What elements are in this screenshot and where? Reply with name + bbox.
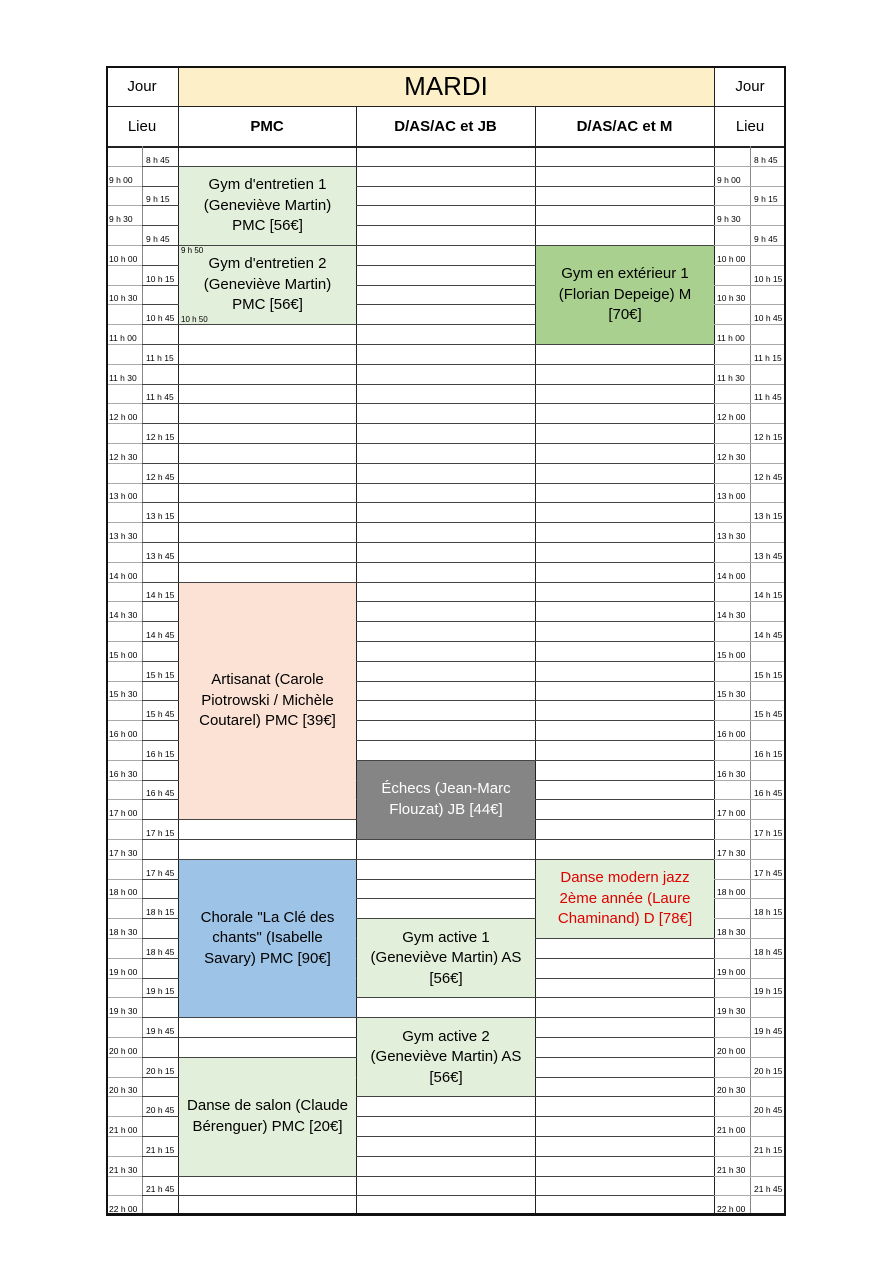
- danse-de-salon: [179, 1058, 356, 1176]
- chorale-text: Chorale "La Clé des chants" (Isabelle Savary) PMC [90€]: [200, 908, 335, 967]
- time-label-left: 21 h 00: [109, 1125, 138, 1135]
- row-line-time-left: [106, 443, 142, 444]
- time-label-right: 20 h 45: [754, 1105, 783, 1116]
- time-label-left: 12 h 00: [109, 412, 138, 423]
- row-line-time-right: [714, 621, 786, 622]
- row-line-time-right: [714, 265, 786, 266]
- time-label-left: 13 h 15: [146, 511, 175, 522]
- row-line-time-left: [106, 1116, 142, 1117]
- row-line-time-right: [714, 720, 786, 721]
- time-label-left: 10 h 30: [109, 293, 138, 304]
- time-label-left: 15 h 45: [146, 709, 175, 720]
- time-label-left: 10 h 15: [146, 273, 175, 284]
- row-line-time-left: [106, 1195, 142, 1196]
- row-line-time-left: [106, 384, 142, 385]
- time-label-left: 17 h 15: [146, 828, 175, 838]
- danse-modern-jazz-text: Danse modern jazz 2ème année (Laure Chaminand) D [78€]: [557, 869, 693, 928]
- row-line-time-right: [714, 780, 786, 781]
- time-label-right: 11 h 15: [754, 352, 782, 363]
- time-label-left: 12 h 15: [146, 432, 175, 442]
- time-label-right: 12 h 15: [754, 432, 783, 442]
- row-line-time-left: [106, 403, 142, 404]
- time-label-left: 9 h 30: [109, 214, 133, 225]
- row-line-time-left: [106, 205, 142, 206]
- row-line-time-right: [714, 1096, 786, 1097]
- time-label-left: 14 h 30: [109, 610, 138, 621]
- time-label-left: 18 h 00: [109, 887, 138, 898]
- time-label-left: 12 h 45: [146, 471, 175, 482]
- time-label-left: 11 h 00: [109, 333, 137, 343]
- row-line-time-left: [106, 1037, 142, 1038]
- row-line-time-left: [106, 1176, 142, 1177]
- time-label-left: 20 h 45: [146, 1105, 175, 1116]
- row-line-time-left: [106, 621, 142, 622]
- row-line-time-left: [106, 344, 142, 345]
- time-label-right: 13 h 00: [717, 491, 746, 502]
- danse-de-salon-text: Danse de salon (Claude Bérenguer) PMC [20€]: [187, 1097, 348, 1135]
- row-line-time-left: [106, 720, 142, 721]
- row-line-time-left: [106, 661, 142, 662]
- time-label-right: 10 h 00: [717, 253, 746, 264]
- row-line-time-right: [714, 839, 786, 840]
- gym-entretien-2: [179, 246, 356, 324]
- row-line-time-right: [714, 423, 786, 424]
- row-line-time-right: [714, 700, 786, 701]
- time-label-right: 13 h 30: [717, 531, 746, 541]
- time-label-right: 19 h 00: [717, 966, 746, 977]
- row-line-time-right: [714, 344, 786, 345]
- row-line-time-left: [106, 1017, 142, 1018]
- row-line-time-right: [714, 879, 786, 880]
- time-label-left: 21 h 15: [146, 1144, 175, 1155]
- row-line-time-right: [714, 225, 786, 226]
- row-line-time-left: [106, 245, 142, 246]
- time-label-left: 18 h 30: [109, 927, 138, 937]
- row-line-time-left: [106, 225, 142, 226]
- time-label-left: 9 h 00: [109, 174, 133, 185]
- row-line-time-right: [714, 582, 786, 583]
- row-line-time-right: [714, 384, 786, 385]
- row-line-time-right: [714, 186, 786, 187]
- time-label-left: 15 h 15: [146, 669, 175, 680]
- grid-bottom-line: [106, 1213, 786, 1215]
- row-line-time-right: [714, 403, 786, 404]
- time-label-left: 19 h 30: [109, 1006, 138, 1017]
- row-line-time-left: [106, 938, 142, 939]
- gym-exterieur-1-text: Gym en extérieur 1 (Florian Depeige) M [70€]: [558, 265, 692, 324]
- time-label-right: 19 h 45: [754, 1026, 783, 1036]
- time-label-right: 19 h 15: [754, 986, 783, 997]
- time-label-right: 17 h 15: [754, 828, 783, 838]
- time-label-right: 21 h 00: [717, 1125, 746, 1135]
- time-label-left: 18 h 15: [146, 907, 175, 918]
- time-label-left: 12 h 30: [109, 451, 138, 462]
- time-label-left: 14 h 15: [146, 590, 175, 601]
- time-label-left: 18 h 45: [146, 946, 175, 957]
- row-line-time-right: [714, 1156, 786, 1157]
- row-line-time-right: [714, 542, 786, 543]
- row-line: [142, 502, 714, 503]
- row-line-time-left: [106, 601, 142, 602]
- venue-d-as-ac-jb: D/AS/AC et JB: [394, 117, 497, 135]
- chorale: [179, 860, 356, 1017]
- row-line-time-right: [714, 245, 786, 246]
- time-label-right: 18 h 00: [717, 887, 746, 898]
- row-line-time-right: [714, 166, 786, 167]
- time-label-right: 9 h 45: [754, 234, 778, 244]
- row-line-time-left: [106, 1077, 142, 1078]
- row-line-time-left: [106, 423, 142, 424]
- row-line-time-left: [106, 740, 142, 741]
- row-line-time-left: [106, 542, 142, 543]
- day-title: MARDI: [178, 66, 714, 106]
- row-line-time-left: [106, 859, 142, 860]
- time-label-left: 11 h 15: [146, 352, 174, 363]
- row-line-time-left: [106, 700, 142, 701]
- gym-active-1: [357, 919, 535, 997]
- row-line-time-left: [106, 1057, 142, 1058]
- time-label-left: 11 h 45: [146, 392, 174, 403]
- row-line-time-left: [106, 1096, 142, 1097]
- time-label-left: 20 h 30: [109, 1085, 138, 1096]
- jour-label-right: Jour: [735, 77, 765, 95]
- row-line-time-right: [714, 938, 786, 939]
- row-line-time-left: [106, 819, 142, 820]
- gym-exterieur-1: [536, 246, 714, 344]
- time-label-right: 17 h 45: [754, 867, 783, 878]
- time-label-right: 9 h 00: [717, 174, 741, 185]
- row-line-time-right: [714, 978, 786, 979]
- gym-active-2: [357, 1018, 535, 1096]
- row-line-time-right: [714, 1136, 786, 1137]
- time-label-right: 8 h 45: [754, 154, 778, 165]
- time-label-right: 20 h 30: [717, 1085, 746, 1096]
- time-label-left: 16 h 45: [146, 788, 175, 799]
- time-label-left: 15 h 30: [109, 689, 138, 700]
- time-label-left: 8 h 45: [146, 154, 170, 165]
- time-label-left: 9 h 15: [146, 194, 170, 205]
- row-line-time-right: [714, 205, 786, 206]
- row-line-time-left: [106, 681, 142, 682]
- row-line-time-left: [106, 324, 142, 325]
- time-label-right: 13 h 45: [754, 550, 783, 561]
- time-label-right: 20 h 15: [754, 1065, 783, 1076]
- time-label-right: 11 h 45: [754, 392, 782, 403]
- row-line-time-left: [106, 483, 142, 484]
- time-label-right: 9 h 15: [754, 194, 778, 205]
- row-line-time-right: [714, 324, 786, 325]
- row-line-time-left: [106, 562, 142, 563]
- time-label-left: 16 h 15: [146, 748, 175, 759]
- row-line-time-right: [714, 1116, 786, 1117]
- venue-pmc: PMC: [250, 117, 284, 135]
- time-label-left: 17 h 45: [146, 867, 175, 878]
- time-label-left: 13 h 00: [109, 491, 138, 502]
- time-label-right: 21 h 30: [717, 1164, 746, 1175]
- row-line-time-right: [714, 443, 786, 444]
- row-line: [142, 423, 714, 424]
- time-label-left: 16 h 30: [109, 768, 138, 779]
- row-line-time-right: [714, 304, 786, 305]
- time-label-right: 9 h 30: [717, 214, 741, 225]
- time-label-left: 19 h 15: [146, 986, 175, 997]
- time-label-left: 10 h 00: [109, 253, 138, 264]
- row-line-time-left: [106, 1136, 142, 1137]
- row-line: [142, 364, 714, 365]
- gym-active-2-text: Gym active 2 (Geneviève Martin) AS [56€]: [370, 1027, 522, 1086]
- note-9h50: 9 h 50: [181, 245, 204, 255]
- row-line: [142, 522, 714, 523]
- time-label-left: 13 h 45: [146, 550, 175, 561]
- row-line-time-left: [106, 463, 142, 464]
- row-line-time-right: [714, 1037, 786, 1038]
- row-line: [142, 463, 714, 464]
- time-label-right: 13 h 15: [754, 511, 783, 522]
- row-line: [142, 384, 714, 385]
- row-line-time-right: [714, 997, 786, 998]
- time-label-right: 21 h 15: [754, 1144, 783, 1155]
- gym-entretien-1: [179, 167, 356, 245]
- time-label-left: 10 h 45: [146, 313, 175, 324]
- venue-d-as-ac-m: D/AS/AC et M: [576, 117, 673, 135]
- row-line-time-left: [106, 502, 142, 503]
- time-label-left: 20 h 00: [109, 1045, 138, 1056]
- time-label-right: 12 h 45: [754, 471, 783, 482]
- time-label-left: 21 h 30: [109, 1164, 138, 1175]
- time-label-right: 16 h 15: [754, 748, 783, 759]
- lieu-label-left: Lieu: [127, 117, 157, 135]
- time-label-right: 10 h 45: [754, 313, 783, 324]
- time-label-right: 18 h 30: [717, 927, 746, 937]
- time-label-right: 16 h 00: [717, 729, 746, 739]
- time-label-right: 14 h 45: [754, 630, 783, 640]
- time-label-right: 12 h 30: [717, 451, 746, 462]
- time-label-right: 15 h 30: [717, 689, 746, 700]
- time-label-left: 13 h 30: [109, 531, 138, 541]
- row-line: [142, 1176, 714, 1177]
- row-line-time-left: [106, 760, 142, 761]
- row-line-time-right: [714, 285, 786, 286]
- time-label-right: 17 h 00: [717, 808, 746, 819]
- row-line: [142, 443, 714, 444]
- time-label-left: 16 h 00: [109, 729, 138, 739]
- row-line-time-left: [106, 780, 142, 781]
- artisanat-text: Artisanat (Carole Piotrowski / Michèle Coutarel) PMC [39€]: [199, 671, 336, 730]
- row-line-time-left: [106, 879, 142, 880]
- row-line-time-right: [714, 1176, 786, 1177]
- time-label-right: 11 h 30: [717, 372, 745, 383]
- row-line: [142, 403, 714, 404]
- time-label-right: 19 h 30: [717, 1006, 746, 1017]
- time-label-right: 10 h 30: [717, 293, 746, 304]
- row-line: [142, 1195, 714, 1196]
- row-line-time-right: [714, 562, 786, 563]
- time-label-right: 17 h 30: [717, 847, 746, 858]
- time-label-right: 18 h 45: [754, 946, 783, 957]
- artisanat: [179, 583, 356, 820]
- row-line-time-right: [714, 1195, 786, 1196]
- row-line-time-right: [714, 740, 786, 741]
- row-line-time-left: [106, 285, 142, 286]
- row-line-time-left: [106, 958, 142, 959]
- time-label-right: 15 h 45: [754, 709, 783, 720]
- row-line-time-left: [106, 839, 142, 840]
- echecs-text: Échecs (Jean-Marc Flouzat) JB [44€]: [381, 780, 511, 818]
- schedule-sheet: [106, 66, 786, 1216]
- jour-label-left: Jour: [127, 77, 157, 95]
- row-line-time-right: [714, 483, 786, 484]
- row-line-time-left: [106, 582, 142, 583]
- gym-active-1-text: Gym active 1 (Geneviève Martin) AS [56€]: [370, 928, 522, 987]
- time-label-right: 14 h 30: [717, 610, 746, 621]
- row-line-time-right: [714, 1017, 786, 1018]
- gym-entretien-1-text: Gym d'entretien 1 (Geneviève Martin) PMC [56€]: [203, 176, 332, 235]
- row-line-time-right: [714, 641, 786, 642]
- row-line: [142, 542, 714, 543]
- row-line-time-left: [106, 641, 142, 642]
- row-line-time-right: [714, 522, 786, 523]
- row-line-time-left: [106, 364, 142, 365]
- row-line-time-right: [714, 898, 786, 899]
- row-line-time-right: [714, 661, 786, 662]
- danse-modern-jazz: [536, 860, 714, 938]
- row-line-time-left: [106, 1156, 142, 1157]
- time-label-right: 10 h 15: [754, 273, 783, 284]
- header-divider: [106, 106, 786, 107]
- row-line-time-right: [714, 1077, 786, 1078]
- row-line-time-right: [714, 819, 786, 820]
- row-line-time-right: [714, 502, 786, 503]
- time-label-right: 18 h 15: [754, 907, 783, 918]
- row-line-time-right: [714, 463, 786, 464]
- row-line: [142, 839, 714, 840]
- row-line-time-right: [714, 681, 786, 682]
- row-line-time-left: [106, 304, 142, 305]
- time-label-right: 11 h 00: [717, 333, 745, 343]
- time-label-right: 21 h 45: [754, 1184, 783, 1195]
- time-label-right: 16 h 45: [754, 788, 783, 799]
- row-line-time-right: [714, 760, 786, 761]
- row-line-time-left: [106, 166, 142, 167]
- lieu-label-right: Lieu: [735, 117, 765, 135]
- time-label-left: 22 h 00: [109, 1204, 138, 1215]
- time-label-right: 14 h 15: [754, 590, 783, 601]
- header-bottom-line: [106, 146, 786, 148]
- time-label-right: 20 h 00: [717, 1045, 746, 1056]
- row-line-time-left: [106, 265, 142, 266]
- row-line-time-left: [106, 918, 142, 919]
- time-label-right: 22 h 00: [717, 1204, 746, 1215]
- time-label-left: 14 h 45: [146, 630, 175, 640]
- time-label-left: 17 h 00: [109, 808, 138, 819]
- row-line-time-right: [714, 601, 786, 602]
- row-line-time-right: [714, 799, 786, 800]
- time-label-right: 16 h 30: [717, 768, 746, 779]
- row-line-time-right: [714, 364, 786, 365]
- row-line-time-left: [106, 522, 142, 523]
- echecs: [357, 761, 535, 839]
- row-line: [142, 483, 714, 484]
- time-label-left: 9 h 45: [146, 234, 170, 244]
- row-line-time-right: [714, 958, 786, 959]
- row-line-time-left: [106, 898, 142, 899]
- gym-entretien-2-text: Gym d'entretien 2 (Geneviève Martin) PMC [56€]: [203, 255, 332, 314]
- note-10h50: 10 h 50: [181, 315, 208, 325]
- row-line-time-left: [106, 978, 142, 979]
- row-line: [142, 344, 714, 345]
- row-line-time-right: [714, 1057, 786, 1058]
- time-label-left: 14 h 00: [109, 570, 138, 581]
- time-label-right: 12 h 00: [717, 412, 746, 423]
- time-label-right: 15 h 15: [754, 669, 783, 680]
- row-line: [142, 562, 714, 563]
- row-line-time-left: [106, 997, 142, 998]
- row-line-time-right: [714, 918, 786, 919]
- row-line-time-left: [106, 186, 142, 187]
- time-label-left: 21 h 45: [146, 1184, 175, 1195]
- time-label-left: 20 h 15: [146, 1065, 175, 1076]
- row-line-time-left: [106, 799, 142, 800]
- time-label-right: 14 h 00: [717, 570, 746, 581]
- time-label-left: 19 h 45: [146, 1026, 175, 1036]
- time-label-left: 11 h 30: [109, 372, 137, 383]
- time-label-left: 15 h 00: [109, 649, 138, 660]
- time-label-left: 17 h 30: [109, 847, 138, 858]
- time-label-right: 15 h 00: [717, 649, 746, 660]
- row-line-time-right: [714, 859, 786, 860]
- time-label-left: 19 h 00: [109, 966, 138, 977]
